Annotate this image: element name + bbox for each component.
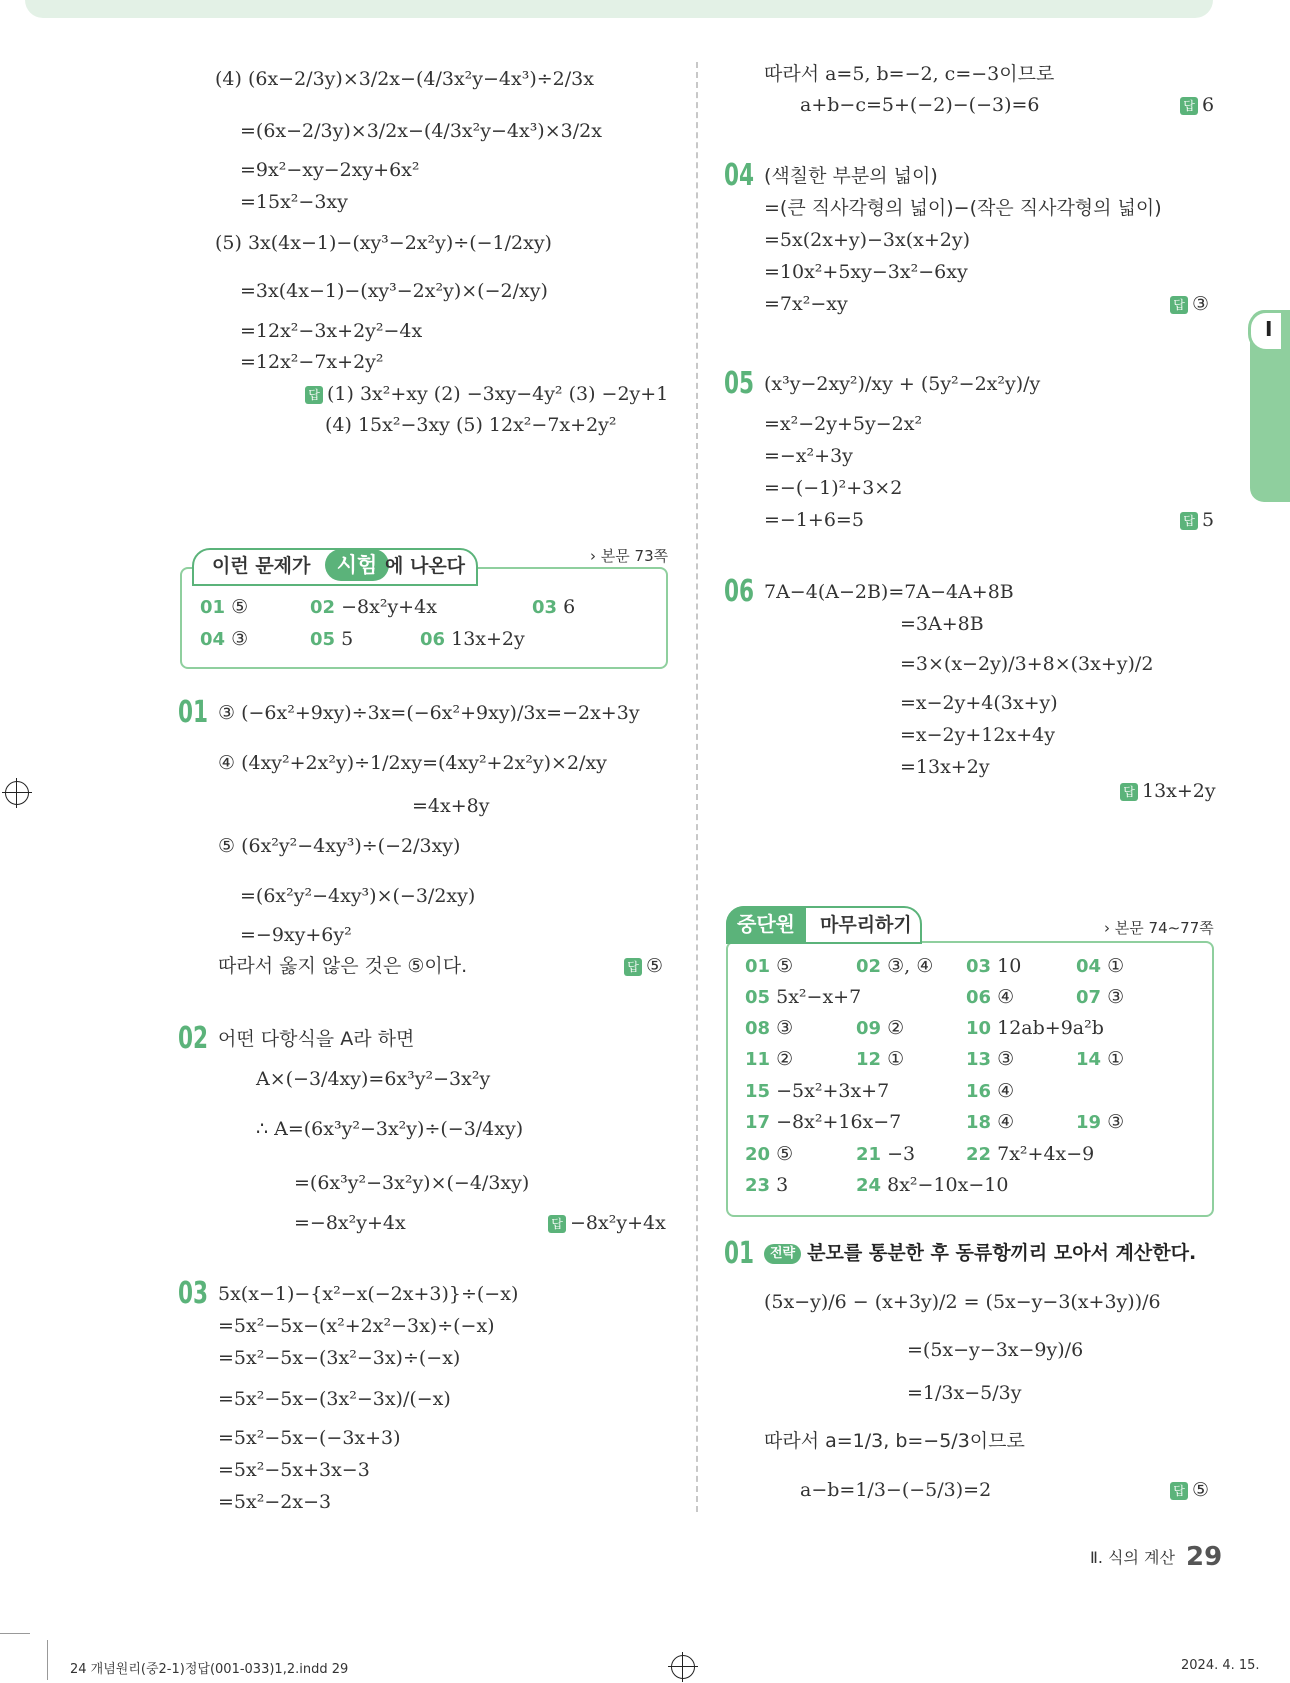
unit-item-number: 24 [856, 1175, 882, 1196]
footer-file-info: 24 개념원리(중2-1)정답(001-033)1,2.indd 29 [70, 1662, 349, 1677]
final-answer-line-2: (4) 15x²−3xy (5) 12x²−7x+2y² [325, 414, 617, 436]
q04-line-1: (색칠한 부분의 넓이) [764, 165, 938, 187]
exam-item-number: 01 [200, 597, 226, 618]
unit-item-value: 3 [776, 1174, 789, 1196]
q02-number: 02 [178, 1021, 209, 1056]
q04-line-2: =(큰 직사각형의 넓이)−(작은 직사각형의 넓이) [764, 197, 1162, 219]
unit-item-value: 10 [997, 955, 1022, 977]
unit-box-page-ref-text: 본문 74∼77쪽 [1114, 919, 1214, 937]
q05-line-2: =x²−2y+5y−2x² [764, 413, 923, 435]
exam-item [310, 626, 353, 653]
exam-item-value: 13x+2y [451, 628, 525, 650]
unit-item-number: 15 [745, 1081, 771, 1102]
section-label: Ⅱ. 식의 계산 [1090, 1548, 1175, 1567]
unit-item [745, 1141, 793, 1168]
exam-item-value: ⑤ [231, 596, 249, 618]
q04-line-4: =10x²+5xy−3x²−6xy [764, 261, 968, 283]
chapter-side-tab-cap [1248, 310, 1281, 352]
q01-answer-text: ⑤ [646, 955, 664, 977]
q03-line-3: =5x²−5x−(3x²−3x)÷(−x) [218, 1347, 461, 1369]
q02-answer-text: −8x²y+4x [570, 1212, 666, 1234]
exam-box-page-ref-text: 본문 73쪽 [600, 547, 669, 565]
unit-item-value: ③ [1107, 986, 1125, 1008]
q04-line-3: =5x(2x+y)−3x(x+2y) [764, 229, 971, 251]
strategy-text: 분모를 통분한 후 동류항끼리 모아서 계산한다. [807, 1242, 1197, 1264]
answer-mark-icon: 답 [624, 958, 642, 976]
q03-line-4: =5x²−5x−(3x²−3x)/(−x) [218, 1388, 451, 1410]
unit-item-value: ⑤ [776, 955, 794, 977]
q06-line-6: =13x+2y [900, 756, 990, 778]
unit-item [1076, 1046, 1124, 1073]
footer-date: 2024. 4. 15. [1181, 1658, 1260, 1673]
answer-mark-icon: 답 [1180, 97, 1198, 115]
exam-box-title-a: 이런 문제가 [212, 555, 311, 577]
unit-item [745, 1172, 788, 1199]
answer-mark-icon: 답 [548, 1215, 566, 1233]
unit-item [966, 1078, 1014, 1105]
unit-item-value: −8x²+16x−7 [776, 1111, 902, 1133]
unit-item-number: 22 [966, 1144, 992, 1165]
q01-line-5: =(6x²y²−4xy³)×(−3/2xy) [240, 885, 476, 907]
q05-number: 05 [724, 366, 755, 401]
q01-line-1: ③ (−6x²+9xy)÷3x=(−6x²+9xy)/3x=−2x+3y [218, 702, 640, 724]
crop-mark-h [0, 1633, 30, 1634]
unit-item [966, 1109, 1014, 1136]
exam-item [200, 594, 248, 621]
q05-line-4: =−(−1)²+3×2 [764, 477, 903, 499]
unit-item-number: 01 [745, 956, 771, 977]
unit-item-value: 5x²−x+7 [776, 986, 862, 1008]
exam-box-title-c: 에 나온다 [385, 555, 466, 577]
unit-item-value: 12ab+9a²b [997, 1017, 1104, 1039]
answer-mark-icon: 답 [1170, 1482, 1188, 1500]
unit-item-value: 7x²+4x−9 [997, 1143, 1095, 1165]
q03-cont-line-1: 따라서 a=5, b=−2, c=−3이므로 [764, 63, 1055, 85]
p5-line-3: =12x²−3x+2y²−4x [240, 320, 423, 342]
q03-answer-text: 6 [1202, 94, 1215, 116]
unit-item [856, 953, 933, 980]
unit-item-value: −3 [887, 1143, 916, 1165]
p4-line-2: =(6x−2/3y)×3/2x−(4/3x²y−4x³)×3/2x [240, 120, 602, 142]
q03-line-7: =5x²−2x−3 [218, 1491, 332, 1513]
p5-line-1: (5) 3x(4x−1)−(xy³−2x²y)÷(−1/2xy) [215, 232, 552, 254]
answer-mark-icon: 답 [305, 386, 323, 404]
q02-line-2: A×(−3/4xy)=6x³y²−3x²y [256, 1068, 491, 1090]
q04-line-5: =7x²−xy [764, 293, 848, 315]
unit-item [966, 984, 1014, 1011]
q06-line-5: =x−2y+12x+4y [900, 724, 1055, 746]
unit-item-number: 07 [1076, 987, 1102, 1008]
unit-item-value: ④ [997, 986, 1015, 1008]
unit-item-value: ④ [997, 1111, 1015, 1133]
q02-line-3: ∴ A=(6x³y²−3x²y)÷(−3/4xy) [256, 1118, 524, 1140]
q05-line-1: (x³y−2xy²)/xy + (5y²−2x²y)/y [764, 373, 1041, 395]
unit-item-number: 10 [966, 1018, 992, 1039]
q04-number: 04 [724, 158, 755, 193]
q03-line-1: 5x(x−1)−{x²−x(−2x+3)}÷(−x) [218, 1283, 519, 1305]
q03-line-6: =5x²−5x+3x−3 [218, 1459, 370, 1481]
unit-item [745, 1109, 901, 1136]
u01-line-5: a−b=1/3−(−5/3)=2 [800, 1479, 992, 1501]
unit-box-page-ref: › 본문 74∼77쪽 [1104, 919, 1214, 937]
q02-line-1: 어떤 다항식을 A라 하면 [218, 1028, 415, 1050]
unit-item [745, 984, 861, 1011]
unit-item-value: −5x²+3x+7 [776, 1080, 890, 1102]
unit-item-number: 17 [745, 1112, 771, 1133]
p4-line-4: =15x²−3xy [240, 191, 348, 213]
unit-item [745, 1078, 889, 1105]
p5-line-4: =12x²−7x+2y² [240, 351, 384, 373]
q01-line-2: ④ (4xy²+2x²y)÷1/2xy=(4xy²+2x²y)×2/xy [218, 752, 607, 774]
q06-line-2: =3A+8B [900, 613, 984, 635]
q02-line-5: =−8x²y+4x [294, 1212, 406, 1234]
unit-item-number: 02 [856, 956, 882, 977]
answer-mark-icon: 답 [1170, 296, 1188, 314]
unit-item-number: 16 [966, 1081, 992, 1102]
exam-box-page-ref: › 본문 73쪽 [590, 547, 669, 565]
exam-item-number: 03 [532, 597, 558, 618]
unit-item-number: 21 [856, 1144, 882, 1165]
unit-item-number: 18 [966, 1112, 992, 1133]
answer-mark-icon: 답 [1120, 783, 1138, 801]
q03-line-5: =5x²−5x−(−3x+3) [218, 1427, 401, 1449]
unit-item-value: ① [1107, 955, 1125, 977]
unit-item [745, 1046, 793, 1073]
q01-line-3: =4x+8y [412, 795, 490, 817]
q02-line-4: =(6x³y²−3x²y)×(−4/3xy) [294, 1172, 530, 1194]
unit-item [966, 1141, 1094, 1168]
unit-item [856, 1046, 904, 1073]
q04-answer-text: ③ [1192, 293, 1210, 315]
chapter-side-tab-label: I [1265, 317, 1273, 341]
unit-item [966, 1015, 1104, 1042]
unit-item-number: 11 [745, 1049, 771, 1070]
p4-line-3: =9x²−xy−2xy+6x² [240, 159, 420, 181]
final-answer-text-1: (1) 3x²+xy (2) −3xy−4y² (3) −2y+1 [327, 383, 669, 405]
unit-item-number: 09 [856, 1018, 882, 1039]
unit-item-value: ③ [776, 1017, 794, 1039]
unit-item [745, 1015, 793, 1042]
unit-item-number: 03 [966, 956, 992, 977]
exam-item-value: ③ [231, 628, 249, 650]
p4-line-1: (4) (6x−2/3y)×3/2x−(4/3x²y−4x³)÷2/3x [215, 68, 594, 90]
registration-mark-icon [5, 781, 29, 805]
unit-item-number: 23 [745, 1175, 771, 1196]
unit-box-title-b: 마무리하기 [820, 914, 912, 936]
unit-item-number: 06 [966, 987, 992, 1008]
u01-strategy-line [764, 1240, 1196, 1266]
u01-line-3: =1/3x−5/3y [907, 1382, 1022, 1404]
unit-item [966, 1046, 1014, 1073]
exam-item-value: 5 [341, 628, 354, 650]
strategy-badge: 전략 [764, 1244, 801, 1264]
u01-line-1: (5x−y)/6 − (x+3y)/2 = (5x−y−3(x+3y))/6 [764, 1291, 1161, 1313]
answer-mark-icon: 답 [1180, 512, 1198, 530]
unit-item-value: ① [1107, 1048, 1125, 1070]
exam-item [420, 626, 525, 653]
unit-item-number: 04 [1076, 956, 1102, 977]
exam-item-number: 04 [200, 629, 226, 650]
u01-number: 01 [724, 1236, 755, 1271]
unit-item-number: 05 [745, 987, 771, 1008]
p5-line-2: =3x(4x−1)−(xy³−2x²y)×(−2/xy) [240, 280, 548, 302]
unit-item-value: ⑤ [776, 1143, 794, 1165]
top-header-bar [25, 0, 1213, 18]
q05-answer-text: 5 [1202, 509, 1215, 531]
exam-item-number: 06 [420, 629, 446, 650]
unit-item [856, 1172, 1008, 1199]
unit-item [966, 953, 1021, 980]
exam-box-title-b: 시험 [325, 549, 389, 581]
unit-item-value: 8x²−10x−10 [887, 1174, 1009, 1196]
exam-item-value: −8x²y+4x [341, 596, 437, 618]
column-divider [696, 62, 698, 1512]
q06-answer [1120, 778, 1216, 804]
q03-number: 03 [178, 1276, 209, 1311]
exam-item [532, 594, 575, 621]
q06-line-3: =3×(x−2y)/3+8×(3x+y)/2 [900, 653, 1154, 675]
final-answer-line-1 [305, 381, 668, 407]
q03-cont-line-2: a+b−c=5+(−2)−(−3)=6 [800, 94, 1040, 116]
unit-item-value: ③ [1107, 1111, 1125, 1133]
crop-mark-v [47, 1640, 48, 1680]
unit-item-number: 13 [966, 1049, 992, 1070]
unit-item-value: ③ [997, 1048, 1015, 1070]
q01-line-6: =−9xy+6y² [240, 924, 352, 946]
q05-line-3: =−x²+3y [764, 445, 853, 467]
q01-line-7: 따라서 옳지 않은 것은 ⑤이다. [218, 955, 468, 977]
unit-box-title-a: 중단원 [726, 906, 806, 942]
q05-answer [1180, 507, 1214, 533]
unit-item-number: 19 [1076, 1112, 1102, 1133]
exam-item [310, 594, 437, 621]
q06-answer-text: 13x+2y [1142, 780, 1216, 802]
unit-item-number: 12 [856, 1049, 882, 1070]
unit-item-value: ④ [997, 1080, 1015, 1102]
unit-item [1076, 1109, 1124, 1136]
unit-item [1076, 953, 1124, 980]
unit-item [1076, 984, 1124, 1011]
unit-item-number: 08 [745, 1018, 771, 1039]
unit-item-value: ③, ④ [887, 955, 934, 977]
q03-line-2: =5x²−5x−(x²+2x²−3x)÷(−x) [218, 1315, 495, 1337]
q05-line-5: =−1+6=5 [764, 509, 864, 531]
exam-item-value: 6 [563, 596, 576, 618]
q01-number: 01 [178, 695, 209, 730]
unit-item-value: ① [887, 1048, 905, 1070]
unit-item-value: ② [887, 1017, 905, 1039]
unit-item [856, 1141, 915, 1168]
unit-item [745, 953, 793, 980]
exam-item [200, 626, 248, 653]
u01-line-2: =(5x−y−3x−9y)/6 [907, 1339, 1084, 1361]
q06-line-1: 7A−4(A−2B)=7A−4A+8B [764, 581, 1014, 603]
exam-item-number: 05 [310, 629, 336, 650]
unit-item-number: 20 [745, 1144, 771, 1165]
q06-line-4: =x−2y+4(3x+y) [900, 692, 1058, 714]
unit-item-value: ② [776, 1048, 794, 1070]
q03-answer [1180, 92, 1214, 118]
page-number: 29 [1186, 1542, 1223, 1572]
unit-item-number: 14 [1076, 1049, 1102, 1070]
u01-line-4: 따라서 a=1/3, b=−5/3이므로 [764, 1430, 1025, 1452]
unit-item [856, 1015, 904, 1042]
exam-item-number: 02 [310, 597, 336, 618]
q06-number: 06 [724, 574, 755, 609]
u01-answer-text: ⑤ [1192, 1479, 1210, 1501]
q01-answer [624, 953, 663, 979]
registration-mark-icon [671, 1655, 695, 1679]
q01-line-4: ⑤ (6x²y²−4xy³)÷(−2/3xy) [218, 835, 461, 857]
u01-answer [1170, 1477, 1209, 1503]
q04-answer [1170, 291, 1209, 317]
q02-answer [548, 1210, 666, 1236]
